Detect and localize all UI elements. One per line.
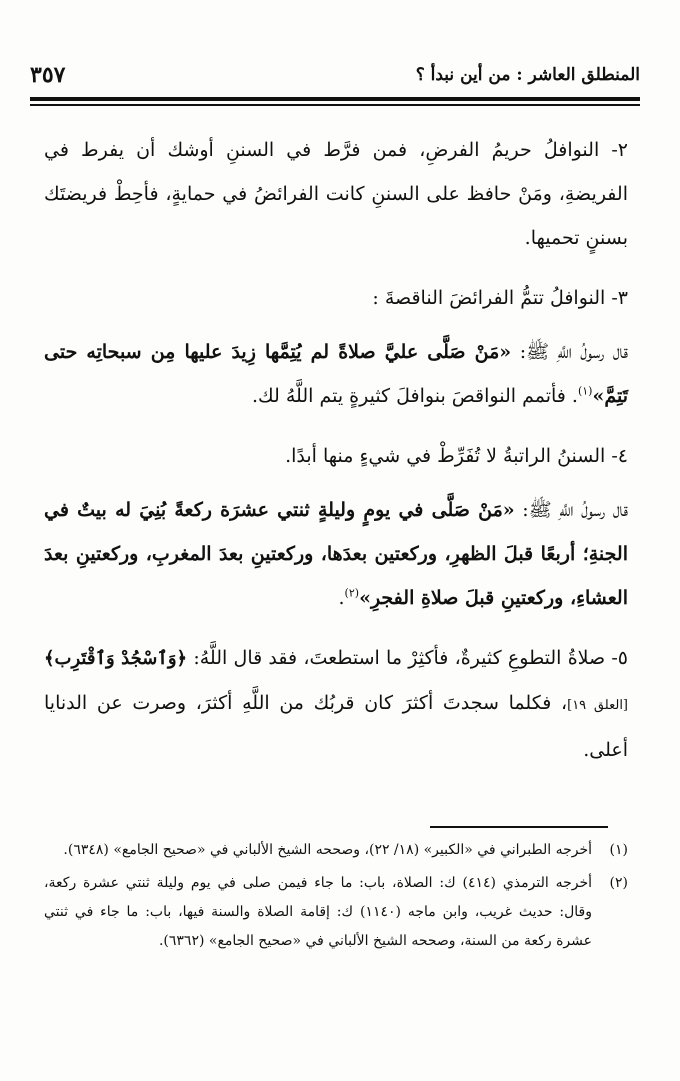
footnote-number: (٢)	[609, 875, 628, 891]
item-number: ٢-	[611, 139, 629, 161]
header-rule-thick	[30, 97, 640, 101]
paragraph-4	[44, 434, 628, 478]
paragraph-text: السننُ الراتبةُ لا تُفَرِّطْ في شيءٍ منها أبدًا.	[285, 445, 606, 467]
hadith-text: «مَنْ صَلَّى في يومٍ وليلةٍ ثنتي عشرَة ركعةً بُنِيَ له بيتٌ في الجنةِ؛ أربعًا قبلَ الظهرِ، وركعتين بعدَها، وركعتينِ بعدَ المغربِ، وركعتينِ بعدَ العشاءِ، وركعتينِ قبلَ صلاةِ الفجرِ»	[44, 499, 628, 609]
paragraph-3	[44, 276, 628, 320]
header-rule-thin	[30, 104, 640, 106]
hadith-text: «مَنْ صَلَّى عليَّ صلاةً لم يُتِمَّها زِيدَ عليها مِن سبحاتِه حتى تَتِمَّ»	[44, 341, 628, 407]
paragraph-text: . فأتمم النواقصَ بنوافلَ كثيرةٍ يتم اللَّهُ لك.	[251, 385, 578, 407]
hadith-intro: قال رسولُ اللَّهِ ﷺ:	[514, 499, 628, 521]
item-number: ٣-	[611, 287, 628, 309]
paragraph-4-hadith	[44, 488, 628, 620]
paragraph-text: ، فكلما سجدتَ أكثرَ كان قربُك من اللَّهِ أكثرَ، وصرت عن الدنايا أعلى.	[44, 692, 628, 761]
page-number: ٣٥٧	[30, 62, 66, 88]
quran-verse: ﴿وَٱسْجُدْ وَٱقْتَرِب﴾	[44, 648, 188, 669]
main-text	[44, 128, 628, 788]
item-number: ٤-	[611, 445, 628, 467]
footnote-number: (١)	[609, 842, 628, 858]
paragraph-text: النوافلُ حريمُ الفرضِ، فمن فرَّط في السننِ أوشك أن يفرط في الفريضةِ، ومَنْ حافظ على السننِ كانت الفرائضُ في حمايةٍ، فأحِطْ فريضتَك بسننٍ تحميها.	[44, 139, 628, 249]
item-number: ٥-	[611, 647, 628, 669]
footnote-marker[interactable]: (١)	[577, 384, 593, 398]
paragraph-5	[44, 636, 628, 772]
quran-reference: [العلق ١٩]	[567, 698, 628, 713]
footnote-text: أخرجه الترمذي (٤١٤) ك: الصلاة، باب: ما جاء فيمن صلى في يوم وليلة ثنتي عشرة ركعة، وقال: حديث غريب، وابن ماجه (١١٤٠) ك: إقامة الصلاة والسنة فيها، باب: ما جاء في ثنتي عشرة ركعة من السنة، وصححه الشيخ الألباني في «صحيح الجامع» (٦٣٦٢).	[44, 875, 593, 949]
footnote-2	[44, 869, 628, 956]
footnote-marker[interactable]: (٢)	[344, 586, 360, 600]
footnote-rule	[430, 826, 608, 828]
page-header	[30, 58, 640, 92]
footnote-text: أخرجه الطبراني في «الكبير» (١٨/ ٢٢)، وصححه الشيخ الألباني في «صحيح الجامع» (٦٣٤٨).	[63, 842, 592, 858]
paragraph-2	[44, 128, 628, 260]
footnotes	[44, 836, 628, 960]
footnote-1	[44, 836, 628, 865]
paragraph-text: صلاةُ التطوعِ كثيرةٌ، فأكثِرْ ما استطعتَ، فقد قال اللَّهُ:	[193, 647, 606, 669]
hadith-intro: قال رسولُ اللَّهِ ﷺ:	[511, 341, 629, 363]
paragraph-3-hadith	[44, 330, 628, 418]
running-title: المنطلق العاشر : من أين نبدأ ؟	[415, 65, 640, 85]
paragraph-text: النوافلُ تتمُّ الفرائضَ الناقصةَ :	[372, 287, 606, 309]
paragraph-text: .	[338, 587, 345, 609]
